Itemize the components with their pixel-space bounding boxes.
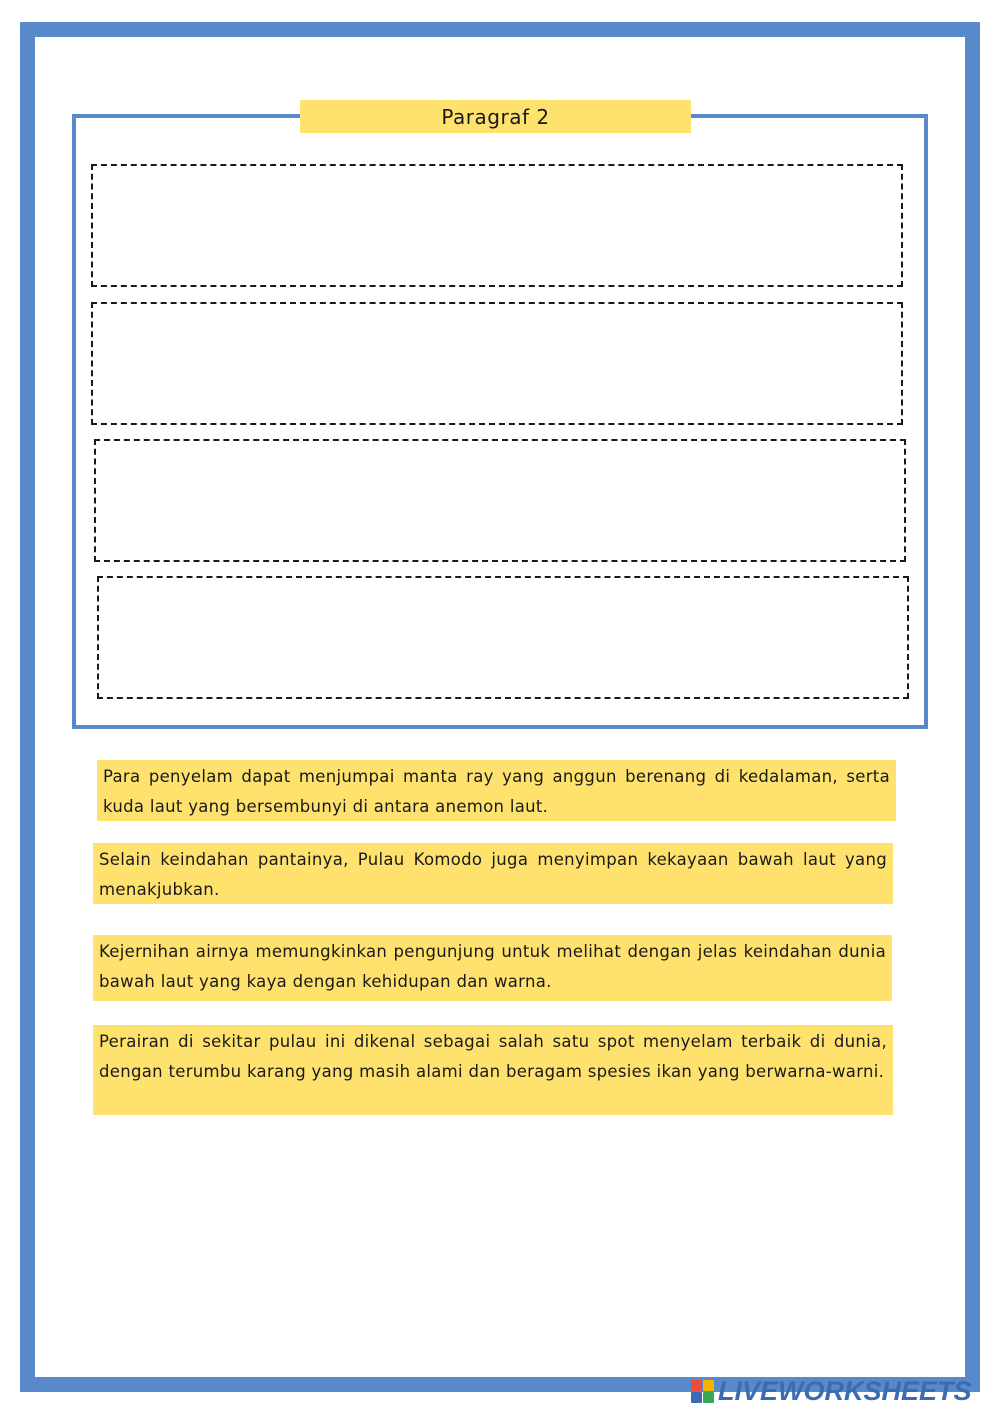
section-title [300,100,691,133]
drop-slot-4[interactable] [97,576,909,699]
brand-logo-text: LIVEWORKSHEETS [718,1375,972,1406]
sentence-card-4[interactable] [93,1025,893,1115]
sentence-card-1[interactable] [97,760,896,821]
sentence-text: Selain keindahan pantainya, Pulau Komodo juga menyimpan kekayaan bawah laut yang menakjubkan. [99,850,887,899]
sentence-text: Kejernihan airnya memungkinkan pengunjung untuk melihat dengan jelas keindahan dunia bawah laut yang kaya dengan kehidupan dan warna. [99,942,886,991]
section-title-text: Paragraf 2 [441,104,550,129]
drop-slot-3[interactable] [94,439,906,562]
liveworksheets-logo-icon [691,1380,714,1403]
sentence-text: Perairan di sekitar pulau ini dikenal sebagai salah satu spot menyelam terbaik di dunia, dengan terumbu karang yang masih alami dan beragam spesies ikan yang berwarna-warni. [99,1032,887,1081]
drop-slot-1[interactable] [91,164,903,287]
sentence-card-3[interactable] [93,935,892,1001]
drop-slot-2[interactable] [91,302,903,425]
sentence-card-2[interactable] [93,843,893,904]
sentence-text: Para penyelam dapat menjumpai manta ray yang anggun berenang di kedalaman, serta kuda laut yang bersembunyi di antara anemon laut. [103,767,890,816]
liveworksheets-brand[interactable] [691,1374,972,1408]
